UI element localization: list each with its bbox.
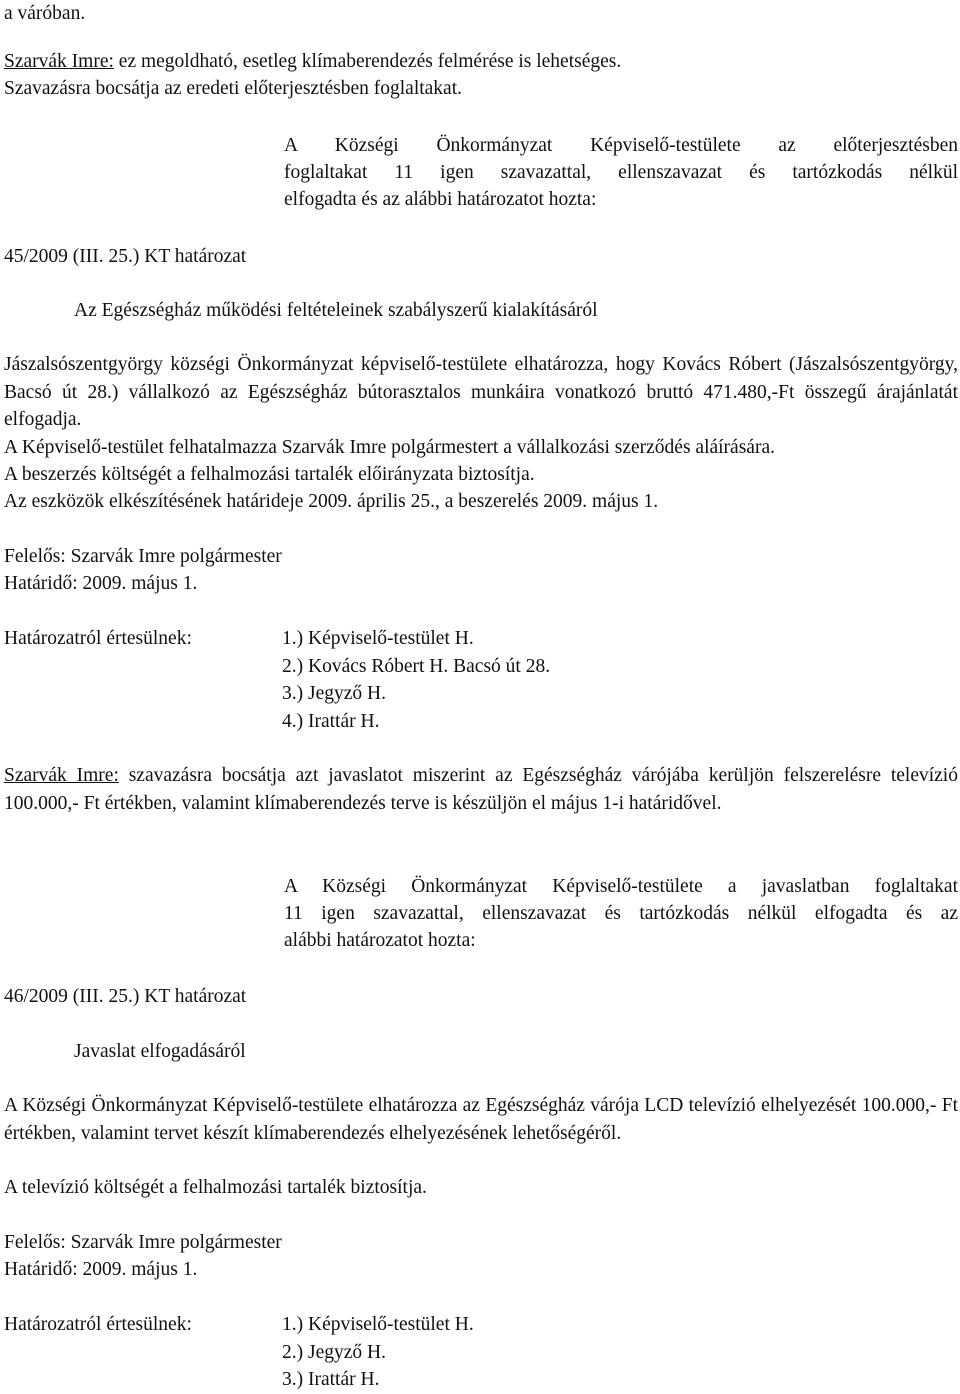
speaker-name: Szarvák Imre: xyxy=(4,765,119,786)
notification-label: Határozatról értesülnek: xyxy=(4,628,192,649)
list-item: 2.) Kovács Róbert H. Bacsó út 28. xyxy=(282,655,551,677)
resolution-paragraph-46: A Községi Önkormányzat Képviselő-testülete elhatározza az Egészségház várója LCD televízió elhelyezését 100.000,- Ft értékben, valamint tervet készít klímaberendezés elhelyezésének lehetőségéről. xyxy=(4,1095,958,1144)
resolution-line-authorization: A Képviselő-testület felhatalmazza Szarvák Imre polgármestert a vállalkozási szerződés aláírására. xyxy=(4,437,775,458)
list-item: 1.) Képviselő-testület H. xyxy=(282,1314,474,1335)
list-item: 2.) Jegyző H. xyxy=(282,1341,386,1363)
resolution-title-46: Javaslat elfogadásáról xyxy=(74,1041,246,1062)
resolution-number-46: 46/2009 (III. 25.) KT határozat xyxy=(4,986,247,1007)
resolution-number-45: 45/2009 (III. 25.) KT határozat xyxy=(4,246,247,267)
speaker-statement-1 xyxy=(4,48,621,75)
resolution-paragraph-45: Jászalsószentgyörgy községi Önkormányzat képviselő-testülete elhatározza, hogy Kovács Róbert (Jászalsószentgyörgy, Bacsó út 28.) vállalkozó az Egészségház bútorasztalos munkáira vonatkozó bruttó 471.480,-Ft összegű árajánlatát elfogadja. xyxy=(4,354,958,430)
vote2-line-2: 11 igen szavazattal, ellenszavazat és tartózkodás nélkül elfogadta és az xyxy=(284,903,958,924)
statement-line-2: Szavazásra bocsátja az eredeti előterjesztésben foglaltakat. xyxy=(4,78,463,99)
vote-line-3: elfogadta és az alábbi határozatot hozta: xyxy=(284,189,597,210)
resolution-line-funding-46: A televízió költségét a felhalmozási tartalék biztosítja. xyxy=(4,1177,427,1198)
deadline-45: Határidő: 2009. május 1. xyxy=(4,573,198,594)
vote-line-2: foglaltakat 11 igen szavazattal, ellenszavazat és tartózkodás nélkül xyxy=(284,162,958,183)
statement-text: ez megoldható, esetleg klímaberendezés felmérése is lehetséges. xyxy=(113,51,622,72)
speaker-name: Szarvák Imre: xyxy=(4,51,114,72)
notification-label: Határozatról értesülnek: xyxy=(4,1314,192,1335)
deadline-46: Határidő: 2009. május 1. xyxy=(4,1259,198,1280)
resolution-line-funding: A beszerzés költségét a felhalmozási tartalék előirányzata biztosítja. xyxy=(4,464,535,485)
list-item: 3.) Jegyző H. xyxy=(282,683,386,704)
statement-text: szavazásra bocsátja azt javaslatot miszerint az Egészségház várójába kerüljön felszerelésre televízió 100.000,- Ft értékben, valamint klímaberendezés terve is készüljön el május 1-i határidővel. xyxy=(4,765,958,814)
vote2-line-3: alábbi határozatot hozta: xyxy=(284,930,476,951)
list-item: 4.) Irattár H. xyxy=(282,710,380,732)
resolution-line-deadlines: Az eszközök elkészítésének határideje 2009. április 25., a beszerelés 2009. május 1. xyxy=(4,491,659,512)
speaker-statement-2 xyxy=(4,762,958,817)
resolution-title-45: Az Egészségház működési feltételeinek szabályszerű kialakításáról xyxy=(74,300,598,321)
vote2-line-1: A Községi Önkormányzat Képviselő-testülete a javaslatban foglaltakat xyxy=(284,876,958,897)
vote-line-1: A Községi Önkormányzat Képviselő-testülete az előterjesztésben xyxy=(284,135,958,156)
list-item: 1.) Képviselő-testület H. xyxy=(282,628,474,649)
list-item: 3.) Irattár H. xyxy=(282,1369,380,1390)
text-line-top: a váróban. xyxy=(4,3,86,24)
responsible-45: Felelős: Szarvák Imre polgármester xyxy=(4,546,282,567)
responsible-46: Felelős: Szarvák Imre polgármester xyxy=(4,1232,282,1253)
